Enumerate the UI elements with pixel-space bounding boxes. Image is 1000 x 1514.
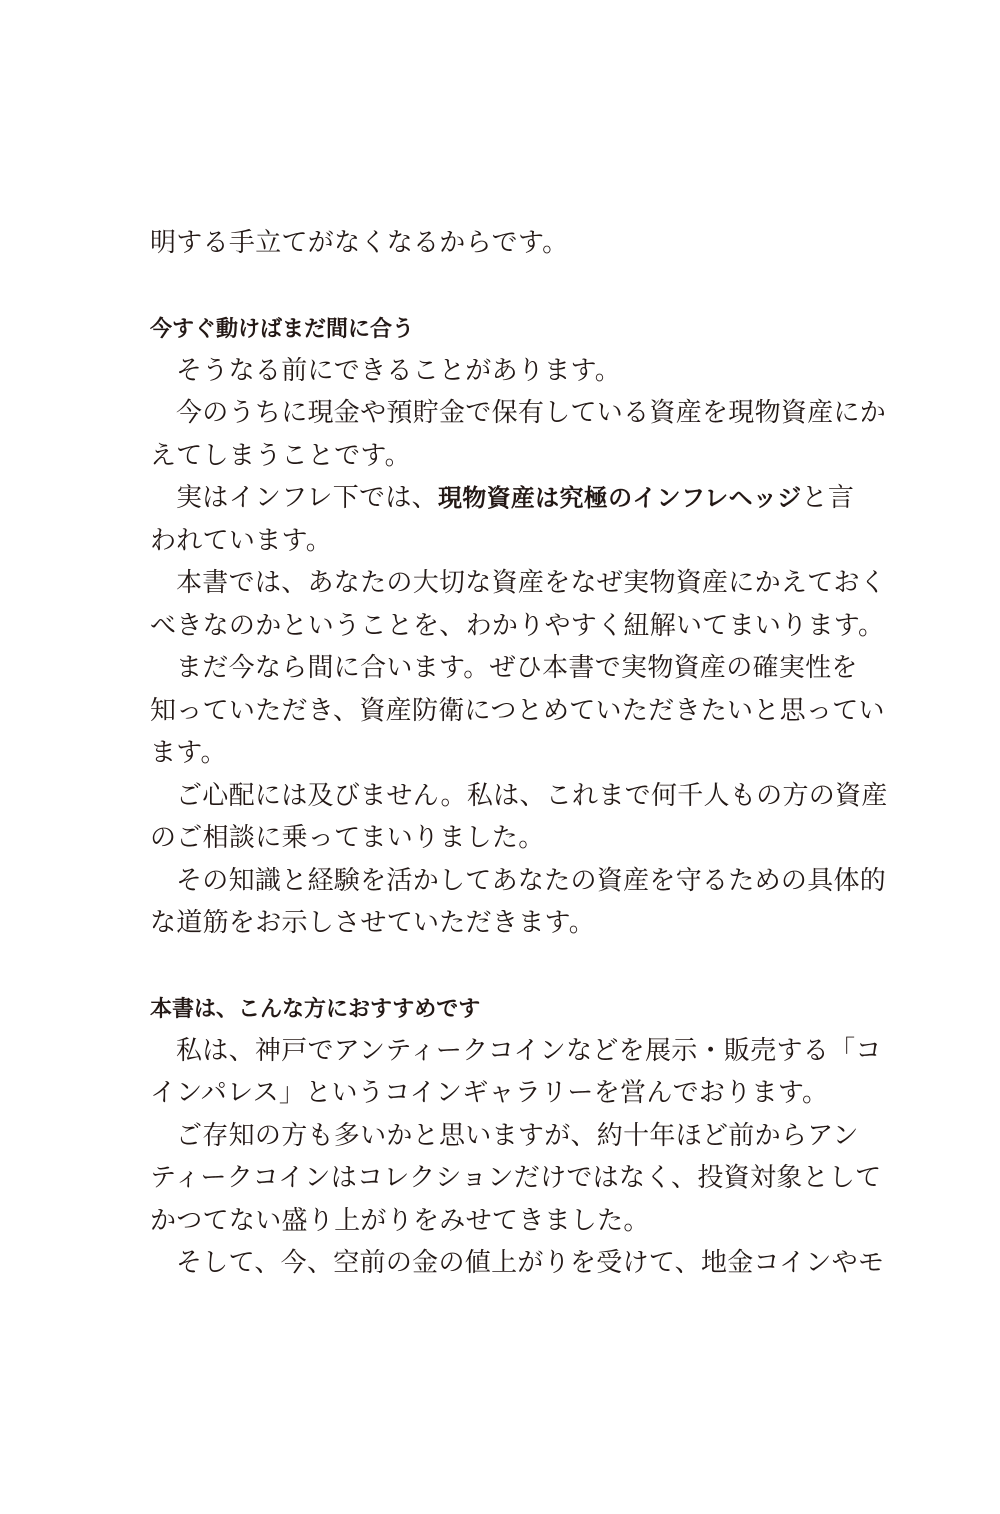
body-text: と言 [801, 483, 855, 513]
body-line: のご相談に乗ってまいりました。 [150, 823, 545, 853]
body-line: 今のうちに現金や預貯金で保有している資産を現物資産にか [176, 398, 887, 428]
body-line: インパレス」というコインギャラリーを営んでおります。 [150, 1078, 829, 1108]
body-line: べきなのかということを、わかりやすく紐解いてまいります。 [150, 610, 885, 641]
body-line: えてしまうことです。 [150, 440, 411, 471]
body-line: 本書では、あなたの大切な資産をなぜ実物資産にかえておく [176, 568, 887, 598]
body-line: かつてない盛り上がりをみせてきました。 [150, 1205, 650, 1236]
body-line: そうなる前にできることがあります。 [176, 355, 622, 386]
body-line: ご心配には及びません。私は、これまで何千人もの方の資産 [176, 780, 888, 811]
body-line: まだ今なら間に合います。ぜひ本書で実物資産の確実性を [176, 653, 858, 683]
body-line-with-emphasis [150, 477, 855, 520]
body-line: ます。 [150, 738, 227, 768]
body-line: 明する手立てがなくなるからです。 [150, 228, 569, 258]
section-heading-act-now: 今すぐ動けばまだ間に合う [150, 317, 415, 342]
body-line: 私は、神戸でアンティークコインなどを展示・販売する「コ [176, 1035, 882, 1066]
spacer [150, 945, 850, 988]
body-line: ティークコインはコレクションだけではなく、投資対象として [150, 1163, 882, 1193]
body-text: 実はインフレ下では、 [176, 483, 438, 513]
body-line: われています。 [150, 525, 333, 556]
body-line: ご存知の方も多いかと思いますが、約十年ほど前からアン [176, 1120, 859, 1151]
emphasis-text: 現物資産は究極のインフレヘッジ [437, 484, 802, 512]
spacer [150, 265, 850, 308]
section-heading-recommended-for: 本書は、こんな方におすすめです [150, 997, 481, 1022]
page-body [150, 222, 888, 1285]
body-line: その知識と経験を活かしてあなたの資産を守るための具体的 [176, 865, 887, 896]
body-line: そして、今、空前の金の値上がりを受けて、地金コインやモ [176, 1248, 885, 1278]
body-line: な道筋をお示しさせていただきます。 [150, 908, 596, 938]
body-line: 知っていただき、資産防衛につとめていただきたいと思ってい [150, 695, 885, 726]
